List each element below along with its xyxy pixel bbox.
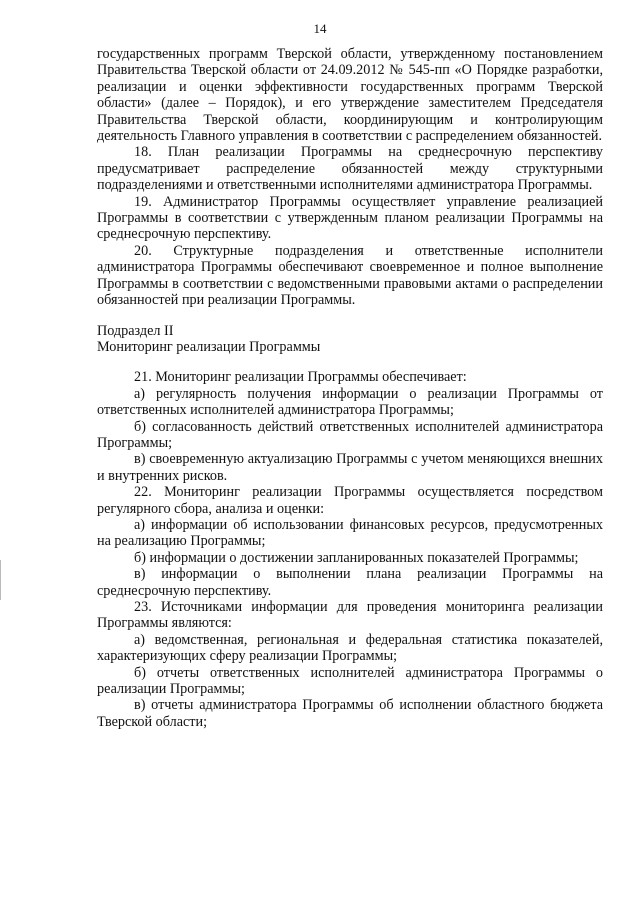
paragraph-22-b: б) информации о достижении запланированных показателей Программы; (134, 549, 579, 566)
section-heading (97, 323, 603, 356)
page-number: 14 (313, 21, 327, 36)
paragraph-22: 22. Мониторинг реализации Программы осуществляется посредством регулярного сбора, анализа и оценки: (97, 484, 603, 517)
paragraph-21-a: а) регулярность получения информации о реализации Программы от ответственных исполнителей администратора Программы; (97, 385, 603, 419)
paragraph-18: 18. План реализации Программы на среднесрочную перспективу предусматривает распределение обязанностей между структурными подразделениями и ответственными исполнителями администратора Программы. (97, 144, 603, 194)
paragraph-21: 21. Мониторинг реализации Программы обеспечивает: (134, 369, 467, 386)
document-body (97, 46, 603, 730)
paragraph-21-c: в) своевременную актуализацию Программы с учетом меняющихся внешних и внутренних рисков. (97, 451, 603, 484)
paragraph-23-b: б) отчеты ответственных исполнителей администратора Программы о реализации Программы; (97, 664, 603, 698)
paragraph-23-a: а) ведомственная, региональная и федеральная статистика показателей, характеризующих сферу реализации Программы; (97, 631, 603, 665)
paragraph-21-b: б) согласованность действий ответственных исполнителей администратора Программы; (97, 418, 603, 451)
paragraph-22-c: в) информации о выполнении плана реализации Программы на среднесрочную перспективу. (97, 566, 603, 599)
paragraph-continuation: государственных программ Тверской области, утвержденному постановлением Правительства Тверской области от 24.09.2012 № 545-пп «О Порядке разработки, реализации и оценки эффективности государственных программ Тверской области» (далее – Порядок), и его утверждение заместителем Председателя Правительства Тверской области, координирующим и контролирующим деятельность Главного управления в соответствии с распределением обязанностей. (97, 46, 603, 145)
paragraph-20: 20. Структурные подразделения и ответственные исполнители администратора Программы обеспечивают своевременное и полное выполнение Программы в соответствии с ведомственными правовыми актами о распределении обязанностей при реализации Программы. (97, 242, 603, 309)
paragraph-23: 23. Источниками информации для проведения мониторинга реализации Программы являются: (97, 599, 603, 632)
section-title: Мониторинг реализации Программы (97, 338, 321, 355)
section-label: Подраздел II (97, 322, 174, 339)
paragraph-23-c: в) отчеты администратора Программы об исполнении областного бюджета Тверской области; (97, 697, 603, 730)
paragraph-22-a: а) информации об использовании финансовых ресурсов, предусмотренных на реализацию Программы; (97, 516, 603, 550)
paragraph-19: 19. Администратор Программы осуществляет управление реализацией Программы в соответствии с утвержденным планом реализации Программы на среднесрочную перспективу. (97, 193, 603, 243)
scan-edge-mark (0, 560, 1, 600)
